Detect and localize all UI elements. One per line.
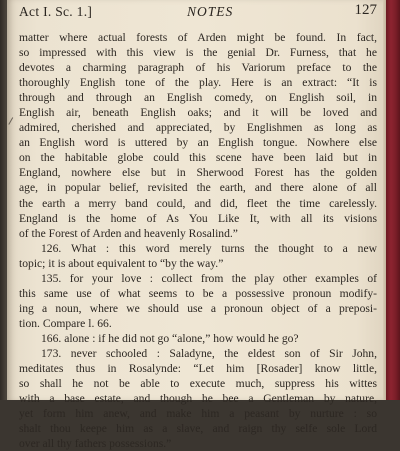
- text-line: ing a noun, where we should use a pronoun object of a preposi-: [19, 301, 377, 315]
- text-line: matter where actual forests of Arden might be found. In fact,: [19, 31, 377, 44]
- text-line: English air, beneath English oaks; and it will be loved and: [19, 106, 377, 120]
- text-line: the earth a merry band could, and did, fleet the time carelessly.: [19, 196, 377, 210]
- running-head-title: NOTES: [187, 4, 234, 19]
- text-line: an English word is uttered by an English tongue. Nowhere else: [19, 136, 377, 150]
- text-line: age, in popular belief, revisited the earth, and there alone of all: [19, 181, 377, 195]
- text-line: 166. alone : if he did not go “alone,” how would he go?: [41, 331, 299, 345]
- text-line: through and through an English comedy, on English soil, in: [19, 91, 377, 105]
- text-line: this same use of what seems to be a possessive pronoun modify-: [19, 286, 377, 300]
- text-line: so impressed with this view is the genial Dr. Furness, that he: [19, 46, 377, 60]
- text-line: meditates thus in Rosalynde: “Let him [Rosader] know little,: [19, 362, 377, 376]
- text-line: shalt thou keepe him as a slave, and raign thy selfe sole Lord: [19, 422, 377, 436]
- text-line: admired, cherished and appreciated, by Englishmen as long as: [19, 121, 377, 135]
- text-line: with a base estate, and though he bee a Gentleman by nature,: [19, 392, 377, 406]
- text-line: topic; it is about equivalent to “by the way.”: [19, 256, 224, 270]
- book-cover-edge: [386, 0, 400, 400]
- text-line: of the Forest of Arden and heavenly Rosalind.”: [19, 226, 238, 240]
- text-line: 135. for your love : collect from the play other examples of: [41, 271, 377, 285]
- text-line: so shall he not be able to execute much, suppress his wittes: [19, 377, 377, 391]
- running-head-section: Act I. Sc. 1.]: [19, 4, 93, 19]
- text-line: over all thy fathers possessions.”: [19, 437, 172, 451]
- text-line: thoroughly English tone of the play. Here is an extract: “It is: [19, 76, 377, 90]
- pencil-mark: [8, 117, 16, 126]
- notes-text-block: [19, 30, 377, 451]
- text-line: devotes a charming paragraph of his Variorum preface to the: [19, 61, 377, 75]
- text-line: England, nowhere else but in Sherwood Forest has the golden: [19, 166, 377, 180]
- text-line: England is the home of As You Like It, with all its visions: [19, 211, 377, 225]
- book-page: [7, 0, 387, 451]
- text-line: 126. What : this word merely turns the thought to a new: [41, 241, 377, 255]
- page-number: 127: [354, 2, 377, 18]
- text-line: tion. Compare l. 66.: [19, 316, 112, 330]
- text-line: 173. never schooled : Saladyne, the eldest son of Sir John,: [41, 346, 377, 360]
- text-line: yet form him anew, and make him a peasant by nurture : so: [19, 407, 377, 421]
- running-head: [19, 2, 377, 24]
- text-line: on the habitable globe could this scene have been laid but in: [19, 151, 377, 165]
